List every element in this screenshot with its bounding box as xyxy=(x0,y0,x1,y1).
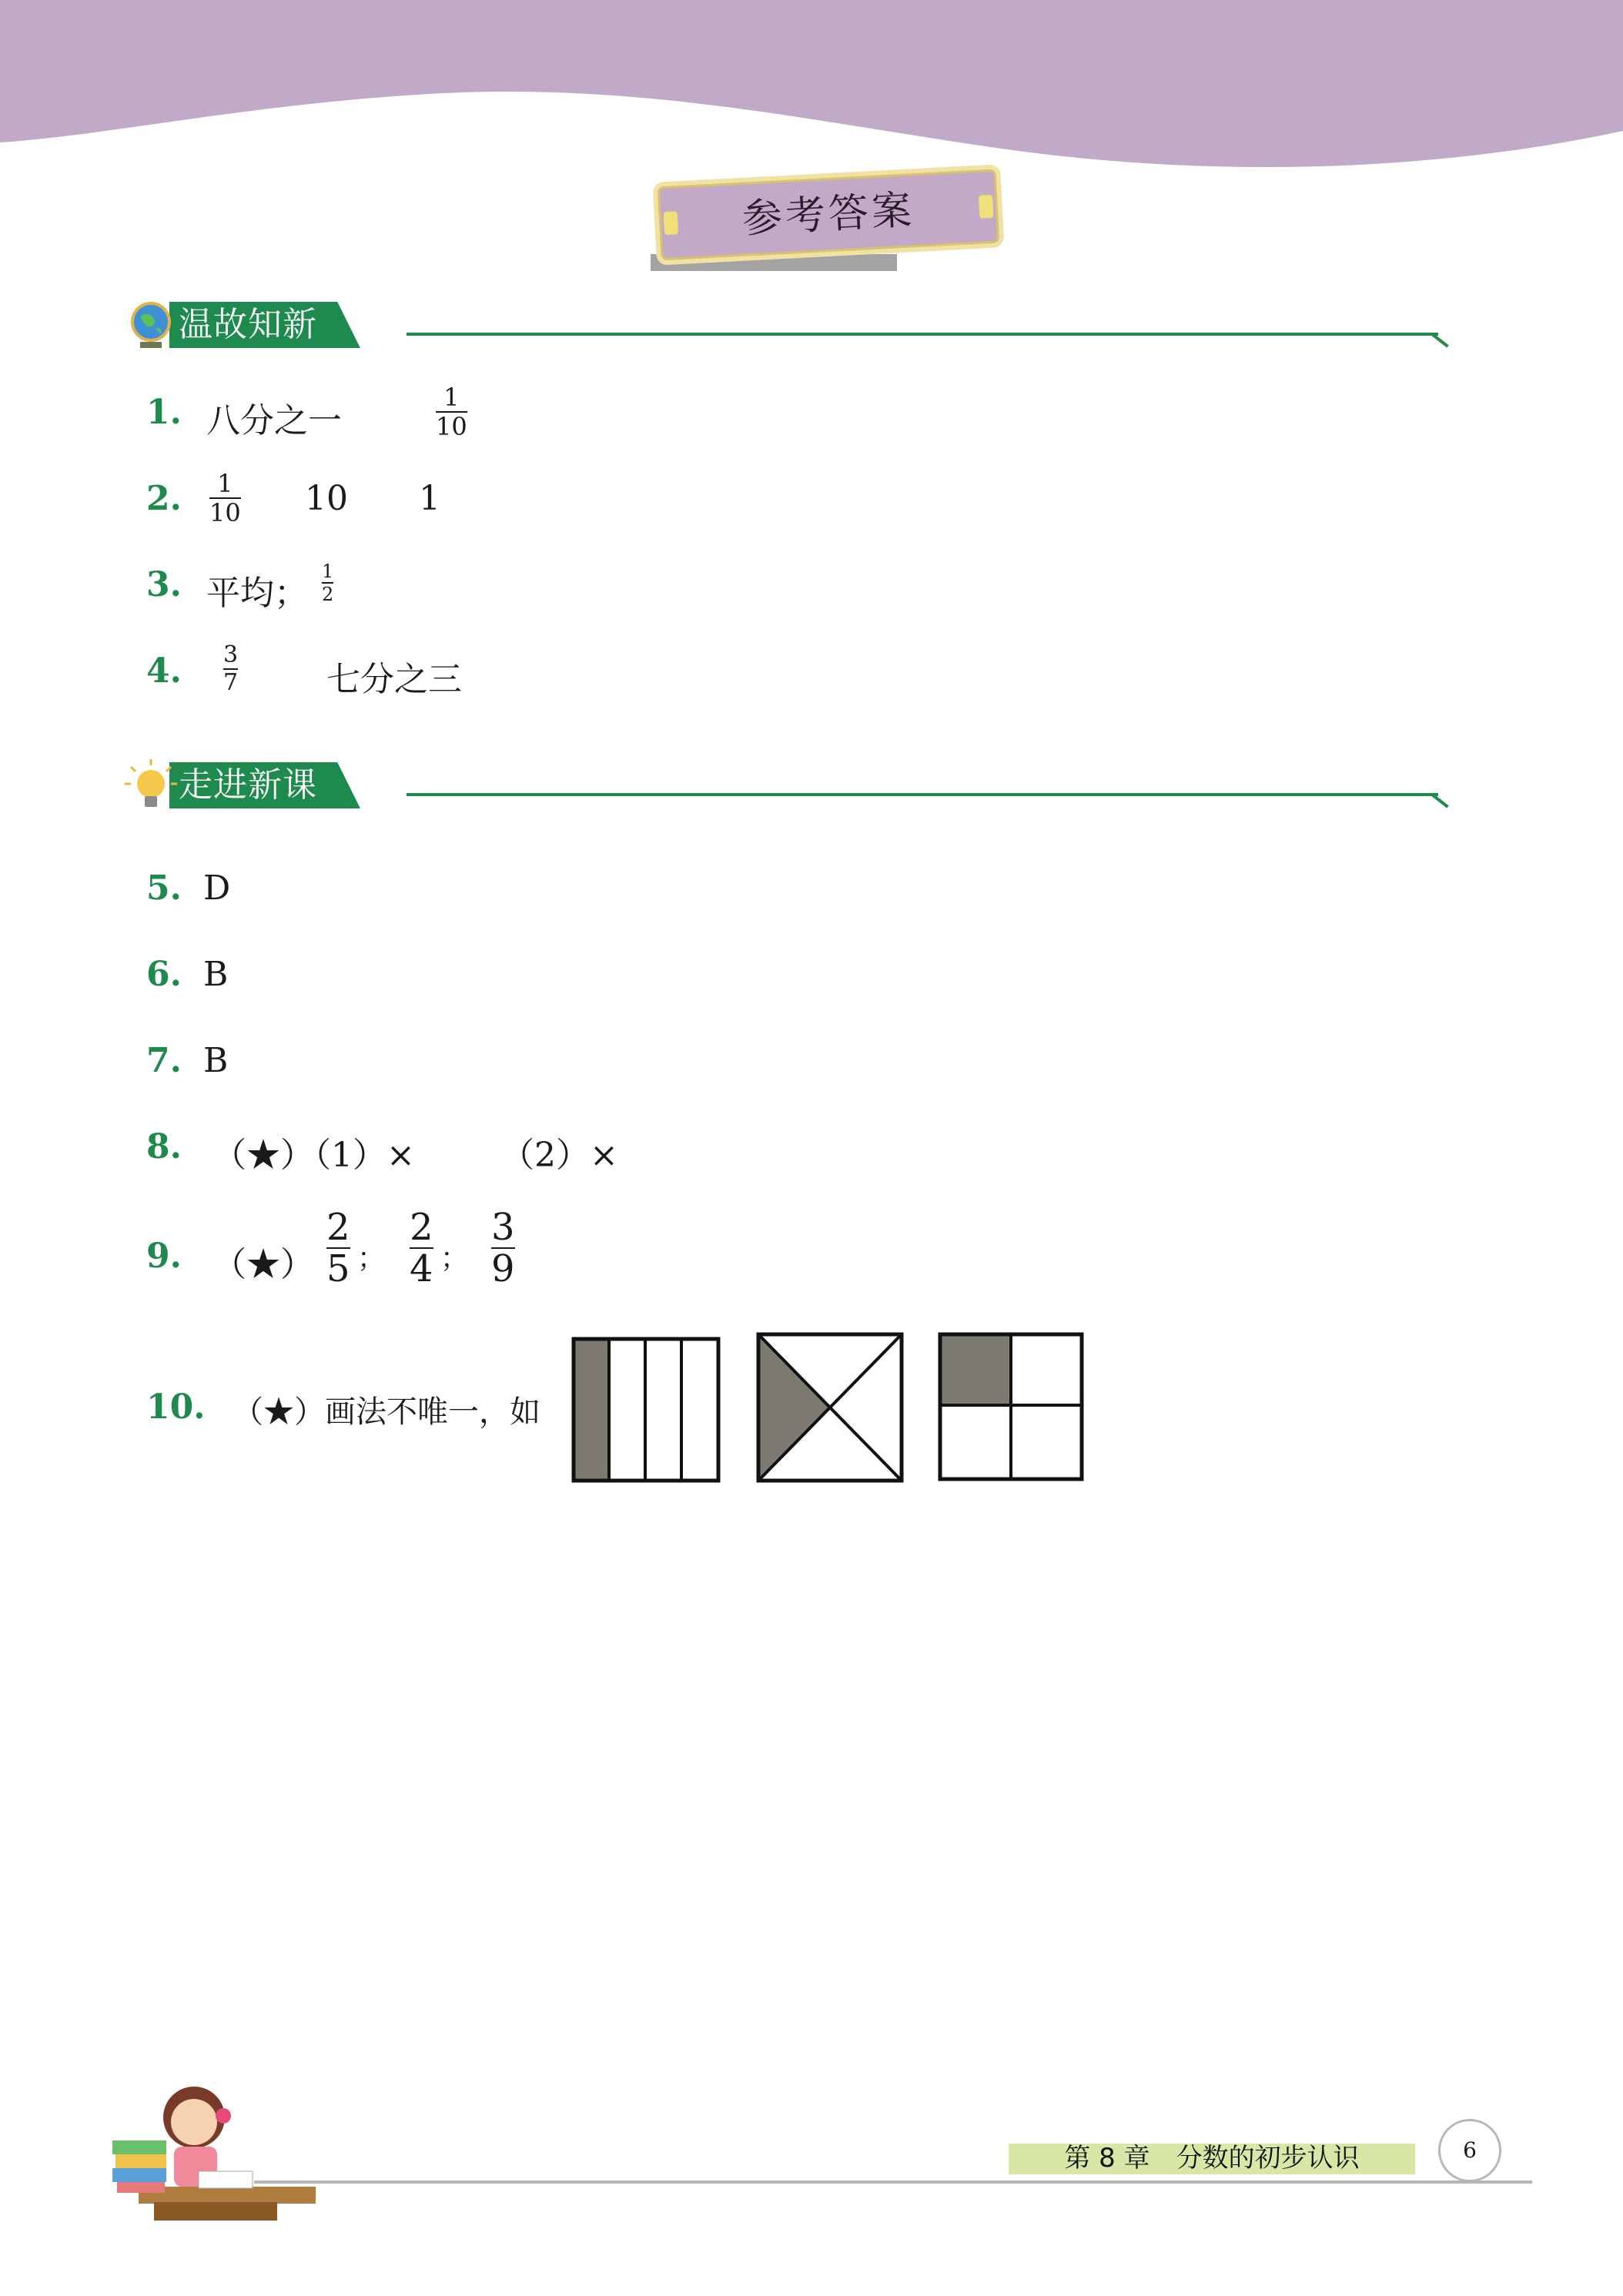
section-divider-end xyxy=(1431,793,1449,808)
question-number: 8. xyxy=(146,1127,182,1166)
question-number: 7. xyxy=(146,1041,182,1080)
question-number: 1. xyxy=(146,393,182,432)
answer-text: 八分之一 xyxy=(206,401,342,440)
answer-fraction: 3 9 xyxy=(491,1206,515,1290)
banner-box xyxy=(652,164,1004,266)
section-divider xyxy=(407,793,1438,796)
separator: ； xyxy=(357,1243,386,1274)
answer-text: B xyxy=(203,955,229,994)
answer-fraction: 1 10 xyxy=(436,383,467,441)
answer-text: （2）× xyxy=(500,1136,618,1175)
answer-text: 七分之三 xyxy=(326,660,462,699)
section-title: 温故知新 xyxy=(179,305,317,344)
answer-text: （★） xyxy=(212,1245,314,1284)
section-title: 走进新课 xyxy=(179,765,317,805)
section-divider-end xyxy=(1431,333,1449,347)
answer-text: 平均； xyxy=(206,574,308,613)
title-banner xyxy=(639,158,1009,281)
answer-fraction: 3 7 xyxy=(223,641,239,696)
figure-quarter-strips xyxy=(571,1337,721,1483)
globe-icon xyxy=(123,297,179,353)
answer-value: 10 xyxy=(305,479,348,518)
question-number: 3. xyxy=(146,565,182,604)
answer-text: B xyxy=(203,1041,229,1080)
question-number: 9. xyxy=(146,1237,182,1276)
answer-value: 1 xyxy=(419,479,440,518)
answer-text: D xyxy=(203,869,231,908)
question-number: 4. xyxy=(146,651,182,691)
question-number: 2. xyxy=(146,479,182,518)
answer-text: （★）画法不唯一，如 xyxy=(233,1394,540,1430)
page-title: 参考答案 xyxy=(741,187,916,243)
figure-quarter-triangle xyxy=(756,1332,904,1483)
answer-fraction: 1 10 xyxy=(209,469,241,527)
question-number: 6. xyxy=(146,955,182,994)
header-wave xyxy=(0,0,1623,177)
section-header-review xyxy=(123,293,1478,354)
section-header-new-lesson xyxy=(123,753,1478,815)
answer-fraction: 1 2 xyxy=(322,561,334,605)
question-number: 10. xyxy=(146,1387,206,1427)
footer-rule xyxy=(254,2181,1532,2184)
figure-quarter-grid xyxy=(938,1332,1084,1481)
answer-text: （★）（1）× xyxy=(212,1136,415,1175)
section-divider xyxy=(407,333,1438,336)
lightbulb-icon xyxy=(123,758,179,813)
answer-fraction: 2 4 xyxy=(410,1206,433,1290)
separator: ； xyxy=(440,1243,469,1274)
answer-fraction: 2 5 xyxy=(326,1206,350,1290)
question-number: 5. xyxy=(146,869,182,908)
chapter-label: 第 8 章 分数的初步认识 xyxy=(1064,2143,1360,2174)
reading-girl-illustration xyxy=(108,2048,316,2225)
page-number: 6 xyxy=(1438,2119,1501,2182)
